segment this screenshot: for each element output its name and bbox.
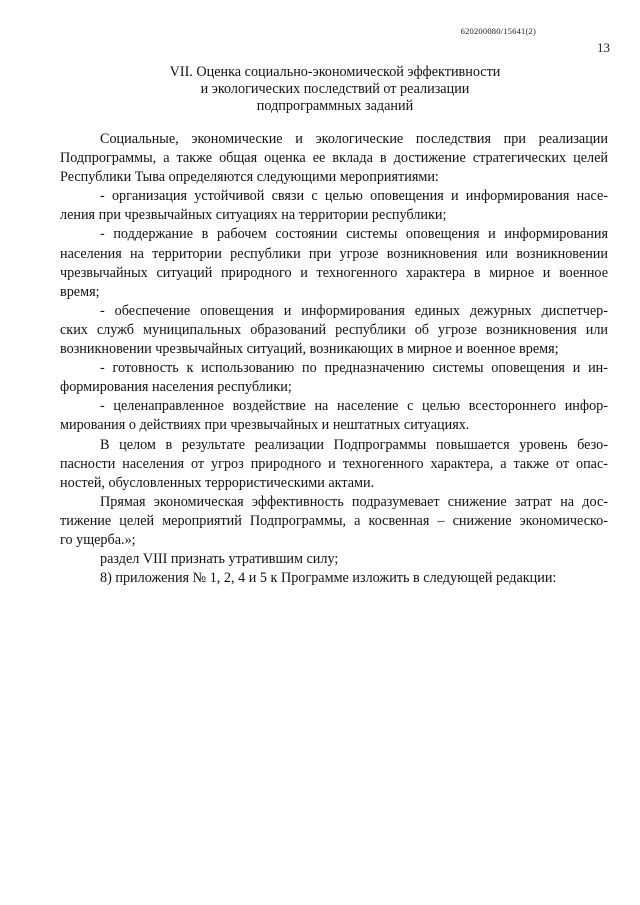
intro-paragraph (60, 130, 608, 187)
list-item-dispatch-services (60, 302, 608, 359)
list-item-communication (60, 187, 608, 225)
text-line: - поддержание в рабочем состоянии системы оповещения и информирования (100, 226, 608, 243)
text-line: - организация устойчивой связи с целью оповещения и информирования насе- (100, 188, 608, 205)
text-line: - обеспечение оповещения и информирования единых дежурных диспетчер- (100, 302, 608, 319)
section-heading-line: VII. Оценка социально-экономической эффективности (169, 64, 501, 80)
list-item-readiness (60, 359, 608, 397)
section-viii-paragraph (60, 550, 608, 569)
text-line: пасности населения от угроз природного и техногенного характера, а также от опас- (60, 455, 608, 472)
text-line: - целенаправленное воздействие на население с целью всестороннего инфор- (100, 398, 608, 415)
text-line: чрезвычайных ситуаций природного и техногенного характера в мирное и военное (60, 264, 608, 281)
text-line: Прямая экономическая эффективность подразумевает снижение затрат на дос- (100, 493, 608, 510)
document-registration-code: 620200080/15641(2) (460, 26, 536, 36)
text-line: тижение целей мероприятий Подпрограммы, а косвенная – снижение экономическо- (60, 512, 608, 529)
text-line: мирования о действиях при чрезвычайных и нештатных ситуациях. (60, 417, 470, 434)
text-line: ления при чрезвычайных ситуациях на территории республики; (60, 207, 447, 224)
text-line: - готовность к использованию по предназначению системы оповещения и ин- (100, 360, 608, 377)
list-item-targeted-impact (60, 397, 608, 435)
section-heading-line: подпрограммных заданий (256, 98, 414, 114)
appendices-paragraph (60, 569, 608, 588)
safety-paragraph (60, 436, 608, 493)
text-line: ностей, обусловленных террористическими актами. (60, 474, 375, 491)
text-line: формирования населения республики; (60, 379, 292, 396)
section-heading (70, 64, 600, 115)
text-line: Республики Тыва определяются следующими мероприятиями: (60, 169, 439, 186)
section-heading-line: и экологических последствий от реализации (200, 81, 470, 97)
document-body (60, 130, 608, 588)
text-line: Подпрограммы, а также общая оценка ее вклада в достижение стратегических целей (60, 150, 608, 167)
list-item-warning-system (60, 225, 608, 301)
economic-efficiency-paragraph (60, 493, 608, 550)
text-line: 8) приложения № 1, 2, 4 и 5 к Программе изложить в следующей редакции: (100, 570, 557, 587)
text-line: ских служб муниципальных образований республики об угрозе возникновения или (60, 321, 608, 338)
text-line: В целом в результате реализации Подпрограммы повышается уровень безо- (100, 436, 608, 453)
text-line: Социальные, экономические и экологические последствия при реализации (100, 131, 608, 147)
page-number: 13 (597, 40, 610, 55)
text-line: возникновении чрезвычайных ситуаций, возникающих в мирное и военное время; (60, 341, 559, 358)
text-line: время; (60, 283, 100, 300)
text-line: населения на территории республики при угрозе возникновения или возникновении (60, 245, 608, 262)
text-line: го ущерба.»; (60, 531, 136, 548)
text-line: раздел VIII признать утратившим силу; (100, 551, 339, 568)
